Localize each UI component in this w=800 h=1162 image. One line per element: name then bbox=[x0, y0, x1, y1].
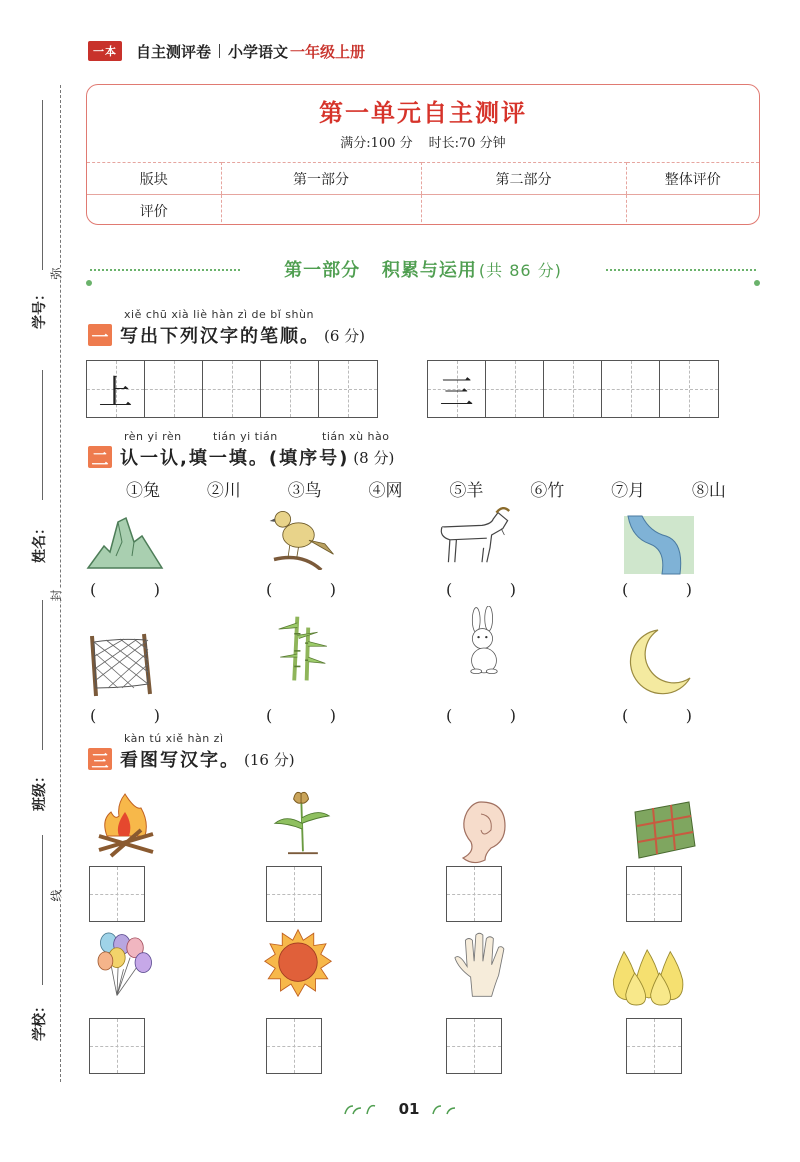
option-item: ③鸟 bbox=[287, 481, 322, 501]
q1-heading bbox=[88, 322, 365, 348]
write-box[interactable] bbox=[266, 866, 322, 922]
rabbit-icon bbox=[444, 606, 524, 676]
write-box[interactable] bbox=[446, 866, 502, 922]
grid-cell bbox=[87, 361, 145, 417]
answer-paren[interactable]: ( ) bbox=[90, 706, 160, 725]
option-item: ①兔 bbox=[126, 481, 160, 501]
class-line bbox=[42, 600, 43, 750]
eval-input-cell[interactable] bbox=[421, 195, 626, 226]
class-label: 班级： bbox=[32, 769, 48, 811]
bird-icon bbox=[262, 500, 342, 570]
balloons-icon bbox=[86, 928, 166, 998]
write-box[interactable] bbox=[446, 1018, 502, 1074]
q3-score: (16 分) bbox=[244, 750, 295, 769]
moon-icon bbox=[618, 626, 698, 696]
bamboo-icon bbox=[262, 612, 342, 682]
pears-icon bbox=[608, 938, 688, 1008]
evaluation-table bbox=[87, 162, 759, 225]
eval-input-cell[interactable] bbox=[626, 195, 759, 226]
write-box[interactable] bbox=[89, 866, 145, 922]
table-row bbox=[87, 195, 759, 226]
answer-paren[interactable]: ( ) bbox=[446, 706, 516, 725]
q1-score: (6 分) bbox=[324, 326, 366, 345]
book-series: 自主测评卷 bbox=[136, 42, 212, 61]
q2-options bbox=[126, 476, 726, 501]
q2-pinyin-a: rèn yi rèn bbox=[124, 430, 182, 443]
brand-logo: 一本 bbox=[88, 41, 122, 61]
seal-char-mi: 弥 bbox=[45, 267, 68, 279]
q3-pinyin: kàn tú xiě hàn zì bbox=[124, 732, 224, 745]
q2-pinyin-b: tián yi tián bbox=[213, 430, 278, 443]
grid-cell[interactable] bbox=[319, 361, 377, 417]
part-subtitle: 积累与运用 bbox=[381, 260, 477, 281]
option-item: ⑧山 bbox=[691, 481, 726, 501]
table-cell: 第二部分 bbox=[421, 163, 626, 195]
q3-number: 三 bbox=[88, 748, 112, 770]
field-icon bbox=[624, 798, 704, 868]
subject-label: 小学语文 bbox=[228, 42, 289, 61]
q2-pinyin-c: tián xù hào bbox=[322, 430, 390, 443]
write-box[interactable] bbox=[89, 1018, 145, 1074]
mountain-icon bbox=[86, 512, 166, 582]
table-cell: 第一部分 bbox=[221, 163, 421, 195]
grid-cell[interactable] bbox=[145, 361, 203, 417]
full-score: 满分:100 分 bbox=[340, 136, 413, 151]
grid-cell[interactable] bbox=[261, 361, 319, 417]
hand-icon bbox=[442, 928, 522, 998]
q2-heading bbox=[88, 444, 394, 470]
grid-cell[interactable] bbox=[544, 361, 602, 417]
grade-label: 一年级上册 bbox=[290, 42, 366, 61]
table-row bbox=[87, 163, 759, 195]
sprout-icon bbox=[341, 1102, 389, 1116]
duration: 时长:70 分钟 bbox=[428, 136, 506, 151]
grid-cell[interactable] bbox=[486, 361, 544, 417]
answer-paren[interactable]: ( ) bbox=[90, 580, 160, 599]
name-label: 姓名： bbox=[32, 521, 48, 563]
ear-icon bbox=[440, 798, 520, 868]
fire-icon bbox=[86, 790, 166, 860]
q3-heading bbox=[88, 746, 295, 772]
page-header bbox=[88, 40, 365, 62]
stroke-grid-1 bbox=[86, 360, 378, 418]
answer-paren[interactable]: ( ) bbox=[266, 580, 336, 599]
q1-number: 一 bbox=[88, 324, 112, 346]
binding-line bbox=[60, 85, 61, 1082]
seal-char-xian: 线 bbox=[45, 889, 68, 901]
table-cell: 整体评价 bbox=[626, 163, 759, 195]
q1-pinyin: xiě chū xià liè hàn zì de bǐ shùn bbox=[124, 308, 314, 321]
part-header bbox=[86, 256, 760, 286]
option-item: ⑤羊 bbox=[449, 481, 484, 501]
q2-text: 认一认,填一填。(填序号) bbox=[120, 448, 350, 469]
stroke-grid-2 bbox=[427, 360, 719, 418]
answer-paren[interactable]: ( ) bbox=[446, 580, 516, 599]
grid-cell[interactable] bbox=[203, 361, 261, 417]
exam-info bbox=[87, 132, 759, 151]
answer-paren[interactable]: ( ) bbox=[622, 706, 692, 725]
sprout-icon bbox=[429, 1102, 459, 1116]
name-line bbox=[42, 370, 43, 500]
school-label: 学校： bbox=[32, 999, 48, 1041]
header-divider bbox=[219, 44, 220, 58]
student-id-line bbox=[42, 100, 43, 270]
river-icon bbox=[620, 512, 700, 582]
table-cell: 版块 bbox=[87, 163, 221, 195]
student-id-label: 学号： bbox=[32, 287, 48, 329]
q2-number: 二 bbox=[88, 446, 112, 468]
part-name: 第一部分 bbox=[284, 260, 361, 281]
seedling-icon bbox=[262, 786, 342, 856]
write-box[interactable] bbox=[626, 1018, 682, 1074]
answer-paren[interactable]: ( ) bbox=[266, 706, 336, 725]
write-box[interactable] bbox=[626, 866, 682, 922]
exam-title: 第一单元自主测评 bbox=[319, 99, 527, 127]
option-item: ②川 bbox=[206, 481, 241, 501]
option-item: ④网 bbox=[368, 481, 403, 501]
title-box bbox=[86, 84, 760, 225]
write-box[interactable] bbox=[266, 1018, 322, 1074]
option-item: ⑥竹 bbox=[530, 481, 565, 501]
goat-icon bbox=[434, 500, 514, 570]
option-item: ⑦月 bbox=[611, 481, 646, 501]
q2-score: (8 分) bbox=[353, 448, 395, 467]
part-score: (共 86 分) bbox=[478, 261, 562, 280]
page-number: 01 bbox=[398, 1100, 420, 1118]
grid-cell bbox=[428, 361, 486, 417]
seal-char-feng: 封 bbox=[45, 589, 68, 601]
page-footer bbox=[0, 1100, 800, 1118]
answer-paren[interactable]: ( ) bbox=[622, 580, 692, 599]
table-cell: 评价 bbox=[87, 195, 221, 226]
grid-char: 三 bbox=[439, 372, 474, 413]
part-title bbox=[86, 256, 760, 282]
grid-cell[interactable] bbox=[660, 361, 718, 417]
net-icon bbox=[86, 628, 166, 698]
q1-text: 写出下列汉字的笔顺。 bbox=[120, 326, 320, 347]
school-line bbox=[42, 835, 43, 985]
sun-icon bbox=[258, 928, 338, 998]
q3-text: 看图写汉字。 bbox=[120, 750, 240, 771]
grid-cell[interactable] bbox=[602, 361, 660, 417]
grid-char: 上 bbox=[98, 372, 133, 413]
eval-input-cell[interactable] bbox=[221, 195, 421, 226]
